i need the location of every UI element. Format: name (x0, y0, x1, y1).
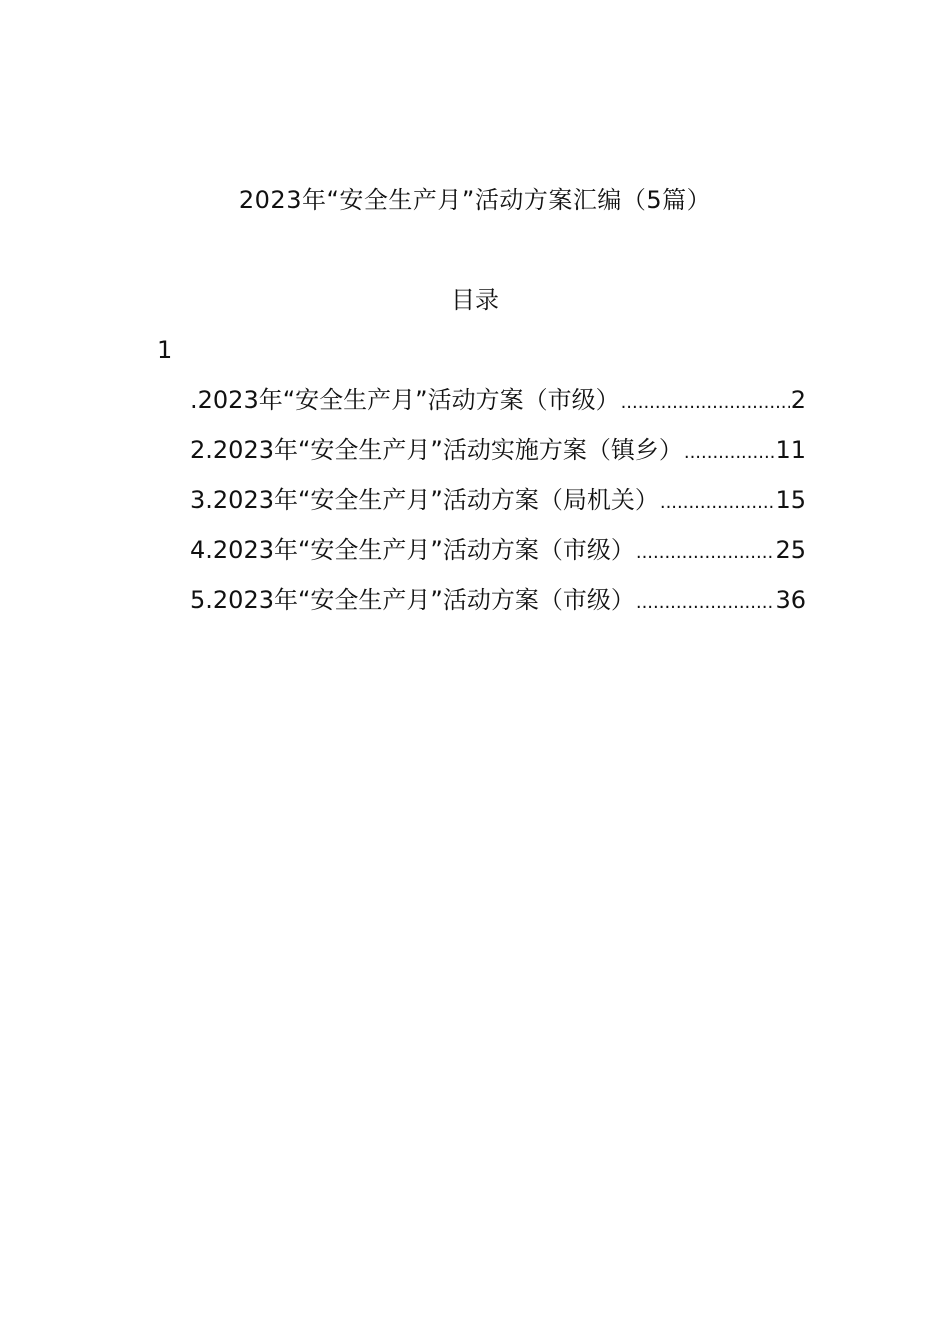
toc-dot-leader (636, 532, 775, 571)
toc-entry-5[interactable] (190, 582, 806, 632)
toc-dot-leader (636, 582, 775, 621)
toc-heading: 目录 (451, 286, 499, 314)
toc-dot-leader (660, 482, 775, 521)
toc-entry-page: 2 (790, 386, 806, 414)
toc-entry-page: 36 (775, 586, 806, 614)
toc-entry-3[interactable] (190, 482, 806, 532)
toc-stray-number: 1 (157, 336, 173, 364)
toc-entry-title: 2.2023年“安全生产月”活动实施方案（镇乡） (190, 436, 683, 464)
toc-entry-page: 11 (775, 436, 806, 464)
table-of-contents (190, 382, 806, 632)
toc-entry-page: 25 (775, 536, 806, 564)
toc-dot-leader (621, 382, 790, 421)
toc-entry-title: 3.2023年“安全生产月”活动方案（局机关） (190, 486, 659, 514)
toc-entry-2[interactable] (190, 432, 806, 482)
toc-entry-1[interactable] (190, 382, 806, 432)
toc-dot-leader (684, 432, 775, 471)
toc-entry-title: 5.2023年“安全生产月”活动方案（市级） (190, 586, 635, 614)
document-title: 2023年“安全生产月”活动方案汇编（5篇） (238, 186, 712, 214)
toc-entry-title: 4.2023年“安全生产月”活动方案（市级） (190, 536, 635, 564)
toc-entry-title: .2023年“安全生产月”活动方案（市级） (190, 386, 620, 414)
toc-entry-page: 15 (775, 486, 806, 514)
toc-entry-4[interactable] (190, 532, 806, 582)
